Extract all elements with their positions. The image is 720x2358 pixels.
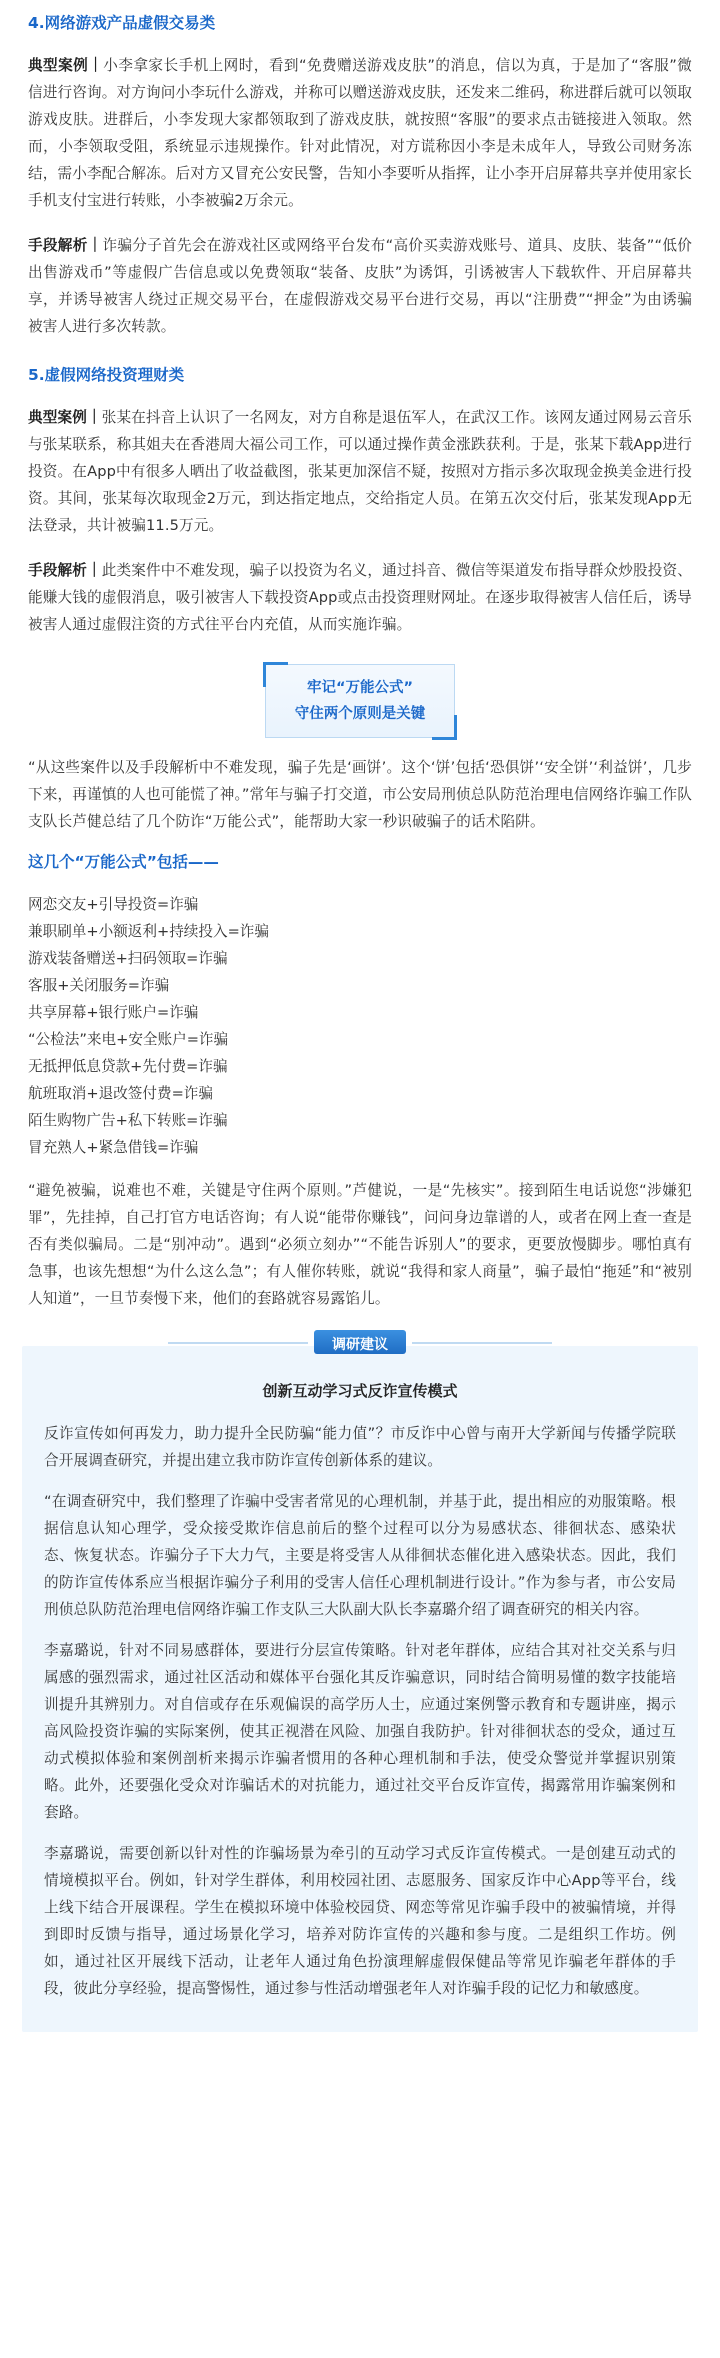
formula-callout-box [265,664,455,738]
formula-item: 陌生购物广告+私下转账=诈骗 [28,1112,228,1129]
formula-item: 航班取消+退改签付费=诈骗 [28,1085,213,1102]
formula-heading: 这几个“万能公式”包括—— [28,853,219,871]
formula-item: 网恋交友+引导投资=诈骗 [28,896,199,913]
formula-item: 兼职刷单+小额返利+持续投入=诈骗 [28,923,269,940]
advice-badge: 调研建议 [314,1330,406,1354]
case-lead-label: 典型案例｜ [28,57,104,74]
method-lead-label: 手段解析｜ [28,237,103,254]
advice-paragraph: 李嘉璐说，针对不同易感群体，要进行分层宣传策略。针对老年群体，应结合其对社交关系与归属感的强烈需求，通过社区活动和媒体平台强化其反诈骗意识，同时结合简明易懂的数字技能培训提升其辨别力。对自信或存在乐观偏误的高学历人士，应通过案例警示教育和专题讲座，揭示高风险投资诈骗的实际案例，使其正视潜在风险、加强自我防护。针对徘徊状态的受众，通过互动式模拟体验和案例剖析来揭示诈骗者惯用的各种心理机制和手法，使受众警觉并掌握识别策略。此外，还要强化受众对诈骗话术的对抗能力，通过社交平台反诈宣传，揭露常用诈骗案例和套路。 [44,1642,676,1821]
callout-line-1: 牢记“万能公式” [306,680,414,696]
formula-item: 游戏装备赠送+扫码领取=诈骗 [28,950,228,967]
section-5-method [28,557,692,638]
callout-wrapper [28,664,692,738]
advice-badge-row [44,1330,676,1354]
formula-item: 无抵押低息贷款+先付费=诈骗 [28,1058,228,1075]
section-4-case [28,52,692,214]
section-5-method-text: 此类案件中不难发现，骗子以投资为名义，通过抖音、微信等渠道发布指导群众炒股投资、能赚大钱的虚假消息，吸引被害人下载投资App或点击投资理财网址。在逐步取得被害人信任后，诱导被害人通过虚假注资的方式往平台内充值，从而实施诈骗。 [28,562,692,633]
principles-paragraph: “避免被骗，说难也不难，关键是守住两个原则。”芦健说，一是“先核实”。接到陌生电话说您“涉嫌犯罪”，先挂掉，自己打官方电话咨询；有人说“能带你赚钱”，问问身边靠谱的人，或者在网上查一查是否有类似骗局。二是“别冲动”。遇到“必须立刻办”“不能告诉别人”的要求，更要放慢脚步。哪怕真有急事，也该先想想“为什么这么急”；有人催你转账，就说“我得和家人商量”，骗子最怕“拖延”和“被别人知道”，一旦节奏慢下来，他们的套路就容易露馅儿。 [28,1182,692,1307]
section-4-method [28,232,692,340]
research-advice-box [22,1337,698,2032]
advice-paragraph: 反诈宣传如何再发力，助力提升全民防骗“能力值”？市反诈中心曾与南开大学新闻与传播学院联合开展调查研究，并提出建立我市防诈宣传创新体系的建议。 [44,1425,676,1469]
formula-item: “公检法”来电+安全账户=诈骗 [28,1031,229,1048]
section-5-title: 5.虚假网络投资理财类 [28,366,185,384]
formula-item: 客服+关闭服务=诈骗 [28,977,170,994]
section-5-case [28,404,692,539]
advice-paragraph: “在调查研究中，我们整理了诈骗中受害者常见的心理机制，并基于此，提出相应的劝服策略。根据信息认知心理学，受众接受欺诈信息前后的整个过程可以分为易感状态、徘徊状态、感染状态、恢复状态。诈骗分子下大力气，主要是将受害人从徘徊状态催化进入感染状态。因此，我们的防诈宣传体系应当根据诈骗分子利用的受害人信任心理机制进行设计。”作为参与者，市公安局刑侦总队防范治理电信网络诈骗工作支队三大队副大队长李嘉璐介绍了调查研究的相关内容。 [44,1493,676,1618]
advice-paragraph: 李嘉璐说，需要创新以针对性的诈骗场景为牵引的互动学习式反诈宣传模式。一是创建互动式的情境模拟平台。例如，针对学生群体，利用校园社团、志愿服务、国家反诈中心App等平台，线上线下结合开展课程。学生在模拟环境中体验校园贷、网恋等常见诈骗手段中的被骗情境，并得到即时反馈与指导，通过场景化学习，培养对防诈宣传的兴趣和参与度。二是组织工作坊。例如，通过社区开展线下活动，让老年人通过角色扮演理解虚假保健品等常见诈骗老年群体的手段，彼此分享经验，提高警惕性，通过参与性活动增强老年人对诈骗手段的记忆力和敏感度。 [44,1845,676,1997]
callout-line-2: 守住两个原则是关键 [294,706,426,722]
method-lead-label: 手段解析｜ [28,562,102,579]
section-4-method-text: 诈骗分子首先会在游戏社区或网络平台发布“高价买卖游戏账号、道具、皮肤、装备”“低价出售游戏币”等虚假广告信息或以免费领取“装备、皮肤”为诱饵，引诱被害人下载软件、开启屏幕共享，并诱导被害人绕过正规交易平台，在虚假游戏交易平台进行交易，再以“注册费”“押金”为由诱骗被害人进行多次转款。 [28,237,692,335]
case-lead-label: 典型案例｜ [28,409,102,426]
formula-item: 冒充熟人+紧急借钱=诈骗 [28,1139,199,1156]
advice-title: 创新互动学习式反诈宣传模式 [262,1382,458,1400]
section-4-title: 4.网络游戏产品虚假交易类 [28,14,216,32]
formula-list [28,891,692,1161]
section-5-case-text: 张某在抖音上认识了一名网友，对方自称是退伍军人，在武汉工作。该网友通过网易云音乐与张某联系，称其姐夫在香港周大福公司工作，可以通过操作黄金涨跌获利。于是，张某下载App进行投资。在App中有很多人晒出了收益截图，张某更加深信不疑，按照对方指示多次取现金换美金进行投资。其间，张某每次取现金2万元，到达指定地点，交给指定人员。在第五次交付后，张某发现App无法登录，共计被骗11.5万元。 [28,409,692,534]
formula-intro: “从这些案件以及手段解析中不难发现，骗子先是‘画饼’。这个‘饼’包括‘恐俱饼’‘安全饼’‘利益饼’，几步下来，再谨慎的人也可能慌了神。”常年与骗子打交道，市公安局刑侦总队防范治理电信网络诈骗工作队支队长芦健总结了几个防诈“万能公式”，能帮助大家一秒识破骗子的话术陷阱。 [28,759,692,830]
formula-item: 共享屏幕+银行账户=诈骗 [28,1004,199,1021]
section-4-case-text: 小李拿家长手机上网时，看到“免费赠送游戏皮肤”的消息，信以为真，于是加了“客服”微信进行咨询。对方询问小李玩什么游戏，并称可以赠送游戏皮肤，还发来二维码，称进群后就可以领取游戏皮肤。进群后，小李发现大家都领取到了游戏皮肤，就按照“客服”的要求点击链接进入领取。然而，小李领取受阻，系统显示违规操作。针对此情况，对方谎称因小李是未成年人，导致公司财务冻结，需小李配合解冻。后对方又冒充公安民警，告知小李要听从指挥，让小李开启屏幕共享并使用家长手机支付宝进行转账，小李被骗2万余元。 [28,57,692,209]
